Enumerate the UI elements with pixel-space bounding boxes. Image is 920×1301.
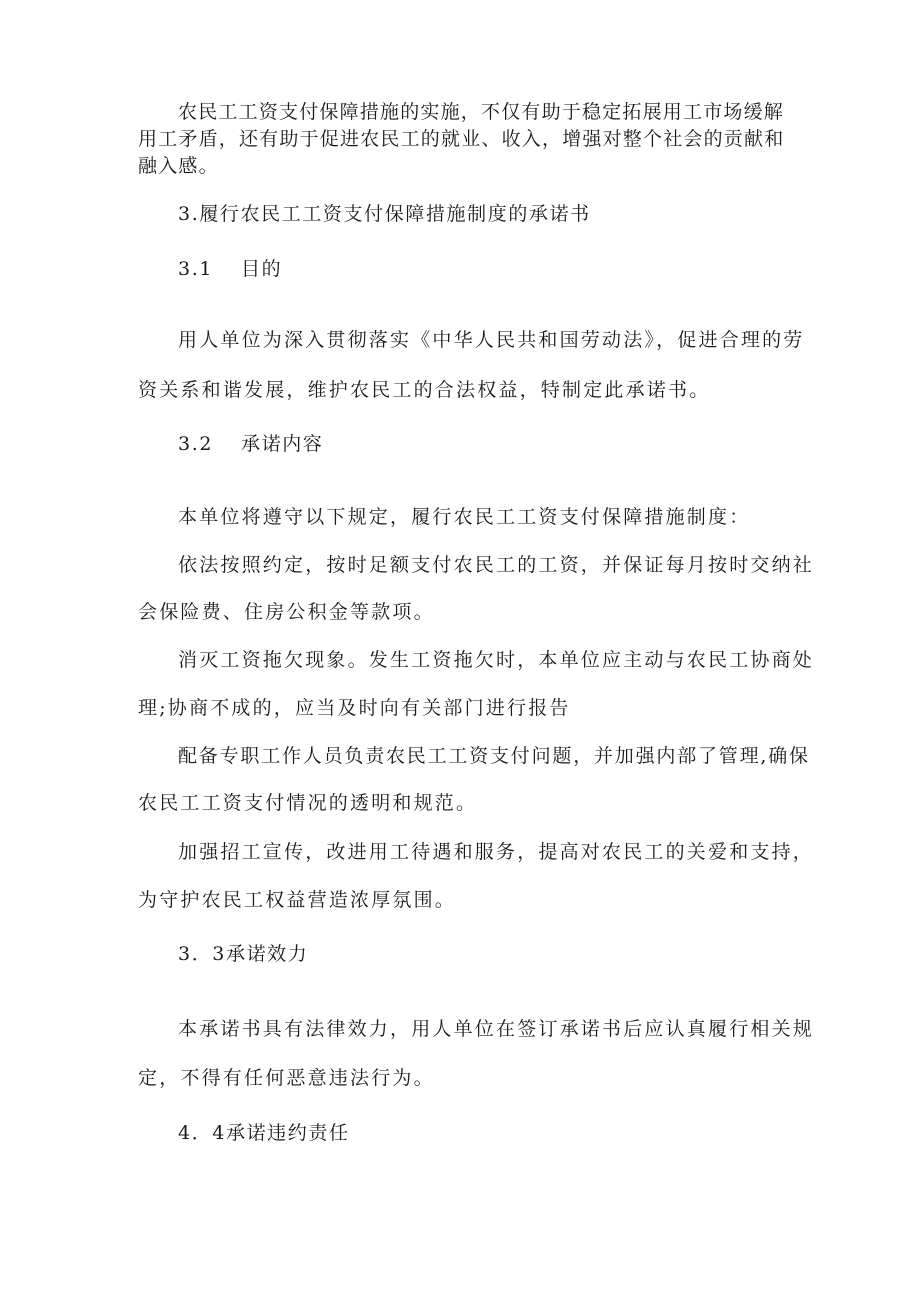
- intro-paragraph-line: 农民工工资支付保障措施的实施，不仅有助于稳定拓展用工市场缓解: [178, 101, 785, 123]
- subsection-3-1-heading: [178, 257, 282, 281]
- commitment-lead: 本单位将遵守以下规定，履行农民工工资支付保障措施制度：: [178, 506, 751, 528]
- purpose-paragraph-line: 用人单位为深入贯彻落实《中华人民共和国劳动法》，促进合理的劳: [178, 329, 805, 351]
- commitment-item-line: 消灭工资拖欠现象。发生工资拖欠时，本单位应主动与农民工协商处: [178, 649, 815, 671]
- validity-paragraph-line: 本承诺书具有法律效力，用人单位在签订承诺书后应认真履行相关规: [178, 1018, 815, 1040]
- commitment-item-line: 加强招工宣传，改进用工待遇和服务，提高对农民工的关爱和支持，: [178, 841, 815, 863]
- subsection-number: 3.2: [178, 433, 214, 455]
- intro-paragraph-line: 用工矛盾，还有助于促进农民工的就业、收入，增强对整个社会的贡献和: [138, 128, 785, 150]
- section-3-title: 3.履行农民工工资支付保障措施制度的承诺书: [178, 203, 591, 225]
- commitment-item-line: 农民工工资支付情况的透明和规范。: [138, 792, 478, 814]
- subsection-number: 3.1: [178, 258, 214, 280]
- subsection-title: 承诺内容: [241, 433, 324, 455]
- commitment-item-line: 理;协商不成的，应当及时向有关部门进行报告: [138, 697, 571, 719]
- subsection-title: 目的: [241, 258, 283, 280]
- commitment-item-line: 依法按照约定，按时足额支付农民工的工资，并保证每月按时交纳社: [178, 554, 815, 576]
- subsection-3-3-heading: 3．3承诺效力: [178, 943, 309, 965]
- commitment-item-line: 为守护农民工权益营造浓厚氛围。: [138, 889, 457, 911]
- validity-paragraph-line: 定，不得有任何恶意违法行为。: [138, 1067, 435, 1089]
- intro-paragraph-line: 融入感。: [138, 155, 219, 177]
- commitment-item-line: 会保险费、住房公积金等款项。: [138, 601, 435, 623]
- subsection-4-4-heading: 4．4承诺违约责任: [178, 1122, 350, 1144]
- purpose-paragraph-line: 资关系和谐发展，维护农民工的合法权益，特制定此承诺书。: [138, 379, 711, 401]
- subsection-3-2-heading: [178, 432, 323, 456]
- commitment-item-line: 配备专职工作人员负责农民工工资支付问题，并加强内部了管理,确保: [178, 745, 810, 767]
